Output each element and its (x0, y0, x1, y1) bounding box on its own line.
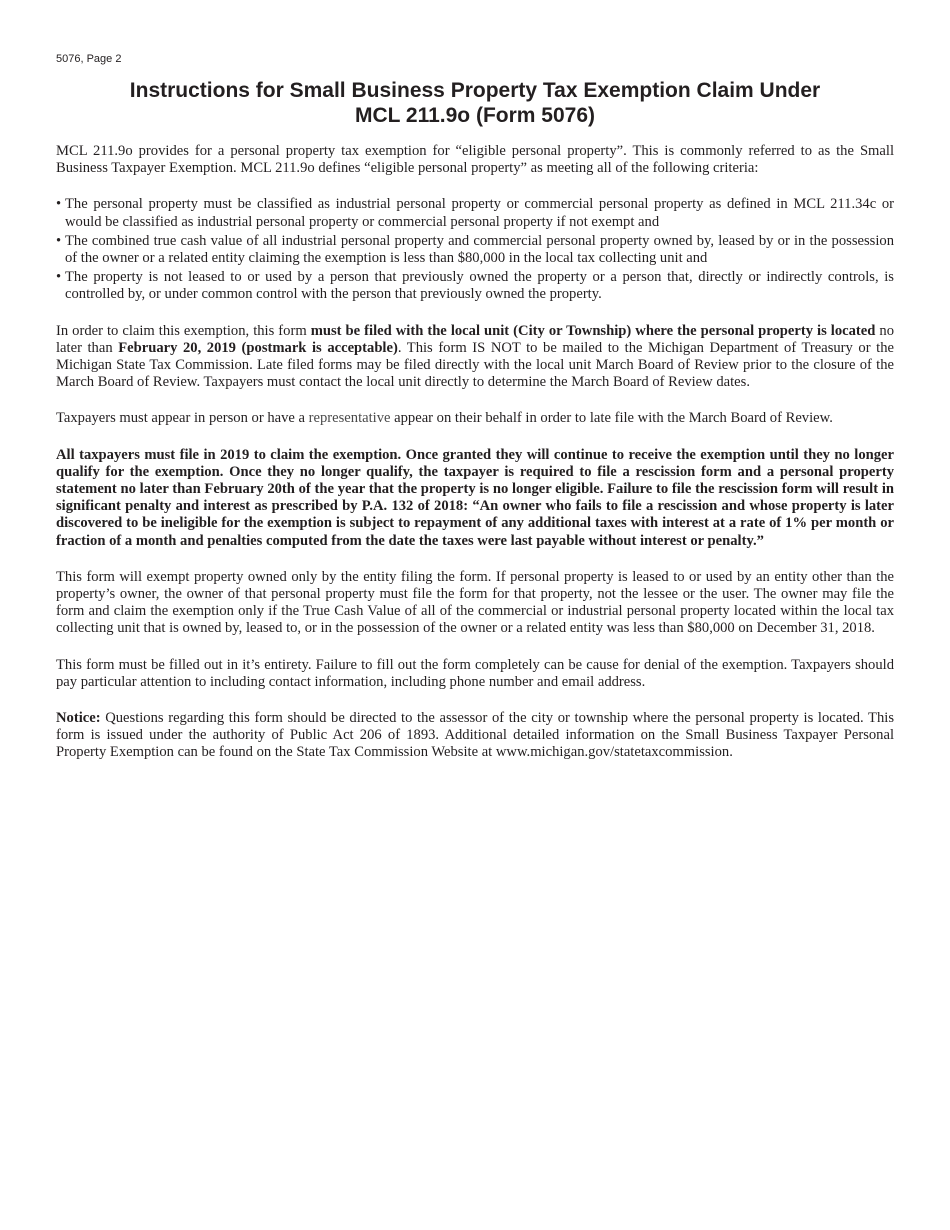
filing-location-bold: must be filed with the local unit (City or Township) where the personal property is located (310, 322, 876, 339)
title-line-1: Instructions for Small Business Property Tax Exemption Claim Under (129, 79, 821, 102)
criteria-list (56, 196, 894, 303)
criteria-item (56, 196, 894, 230)
bullet-icon: • (56, 232, 62, 249)
entirety-paragraph: This form must be filled out in it’s entirety. Failure to fill out the form completely can be cause for denial of the exemption. Taxpayers should pay particular attention to including contact information, including phone number and email address. (56, 656, 894, 690)
intro-paragraph: MCL 211.9o provides for a personal property tax exemption for “eligible personal property”. This is commonly referred to as the Small Business Taxpayer Exemption. MCL 211.9o defines “eligible personal property” as meeting all of the following criteria: (56, 143, 894, 177)
criteria-item (56, 233, 894, 267)
page-number: 5076, Page 2 (56, 53, 122, 65)
criteria-text: The combined true cash value of all industrial personal property and commercial personal property owned by, leased by or in the possession of the owner or a related entity claiming the exemption is less than $80,000 in the local tax collecting unit and (65, 232, 894, 267)
notice-text: Questions regarding this form should be directed to the assessor of the city or township where the personal property is located. This form is issued under the authority of Public Act 206 of 1893. Additional detailed information on the Small Business Taxpayer Personal Property Exemption can be found on the State Tax Commission Website at www.michigan.gov/statetaxcommission. (56, 710, 894, 761)
filing-deadline-bold: February 20, 2019 (postmark is acceptable) (118, 339, 398, 356)
notice-paragraph (56, 710, 894, 762)
filing-text-3: . This form IS NOT to be mailed to the Michigan Department of Treasury or the Michigan State Tax Commission. Late filed forms may be filed directly with the local unit March Board of Review prior to the closure of the March Board of Review. Taxpayers must contact the local unit directly to determine the March Board of Review dates. (56, 339, 894, 391)
late-file-text-1: Taxpayers must appear in person or have a (56, 410, 309, 427)
late-file-text-2: appear on their behalf in order to late file with the March Board of Review. (390, 410, 833, 427)
notice-label: Notice: (56, 710, 101, 727)
criteria-item (56, 269, 894, 303)
filing-text-2: no later than (56, 322, 894, 356)
filing-text-1: In order to claim this exemption, this form (56, 322, 311, 339)
criteria-text: The property is not leased to or used by a person that previously owned the property or a person that, directly or indirectly controls, is controlled by, or under common control with the person that previously owned the property. (65, 269, 894, 303)
entity-paragraph: This form will exempt property owned only by the entity filing the form. If personal property is leased to or used by an entity other than the property’s owner, the owner of that personal property must file the form for that property, not the lessee or the user. The owner may file the form and claim the exemption only if the True Cash Value of all of the commercial or industrial personal property located within the local tax collecting unit that is owned by, leased to, or in the possession of the owner or a related entity was less than $80,000 on December 31, 2018. (56, 568, 894, 637)
title-line-2: MCL 211.9o (Form 5076) (354, 104, 596, 127)
all-taxpayers-bold: All taxpayers must file in 2019 to claim the exemption. Once granted they will continue to receive the exemption until they no longer qualify for the exemption. Once they no longer qualify, the taxpayer is required to file a rescission form and a personal property statement no later than February 20th of the year that the property is no longer eligible. Failure to file the rescission form will result in significant penalty and interest as prescribed by P.A. 132 of 2018: “An owner who fails to file a rescission and whose property is later discovered to be ineligible for the exemption is subject to repayment of any additional taxes with interest at a rate of 1% per month or fraction of a month and penalties computed from the date the taxes were last payable without interest or penalty.” (56, 446, 894, 549)
representative-text: representative (308, 410, 391, 427)
late-file-paragraph (56, 410, 894, 427)
page-title (56, 78, 894, 128)
bullet-icon: • (56, 196, 62, 213)
criteria-text: The personal property must be classified as industrial personal property or commercial personal property as defined in MCL 211.34c or would be classified as industrial personal property or commercial personal property if not exempt and (65, 196, 894, 230)
instructions-body (56, 143, 894, 781)
filing-paragraph (56, 323, 894, 392)
all-taxpayers-paragraph (56, 447, 894, 550)
bullet-icon: • (56, 269, 62, 286)
